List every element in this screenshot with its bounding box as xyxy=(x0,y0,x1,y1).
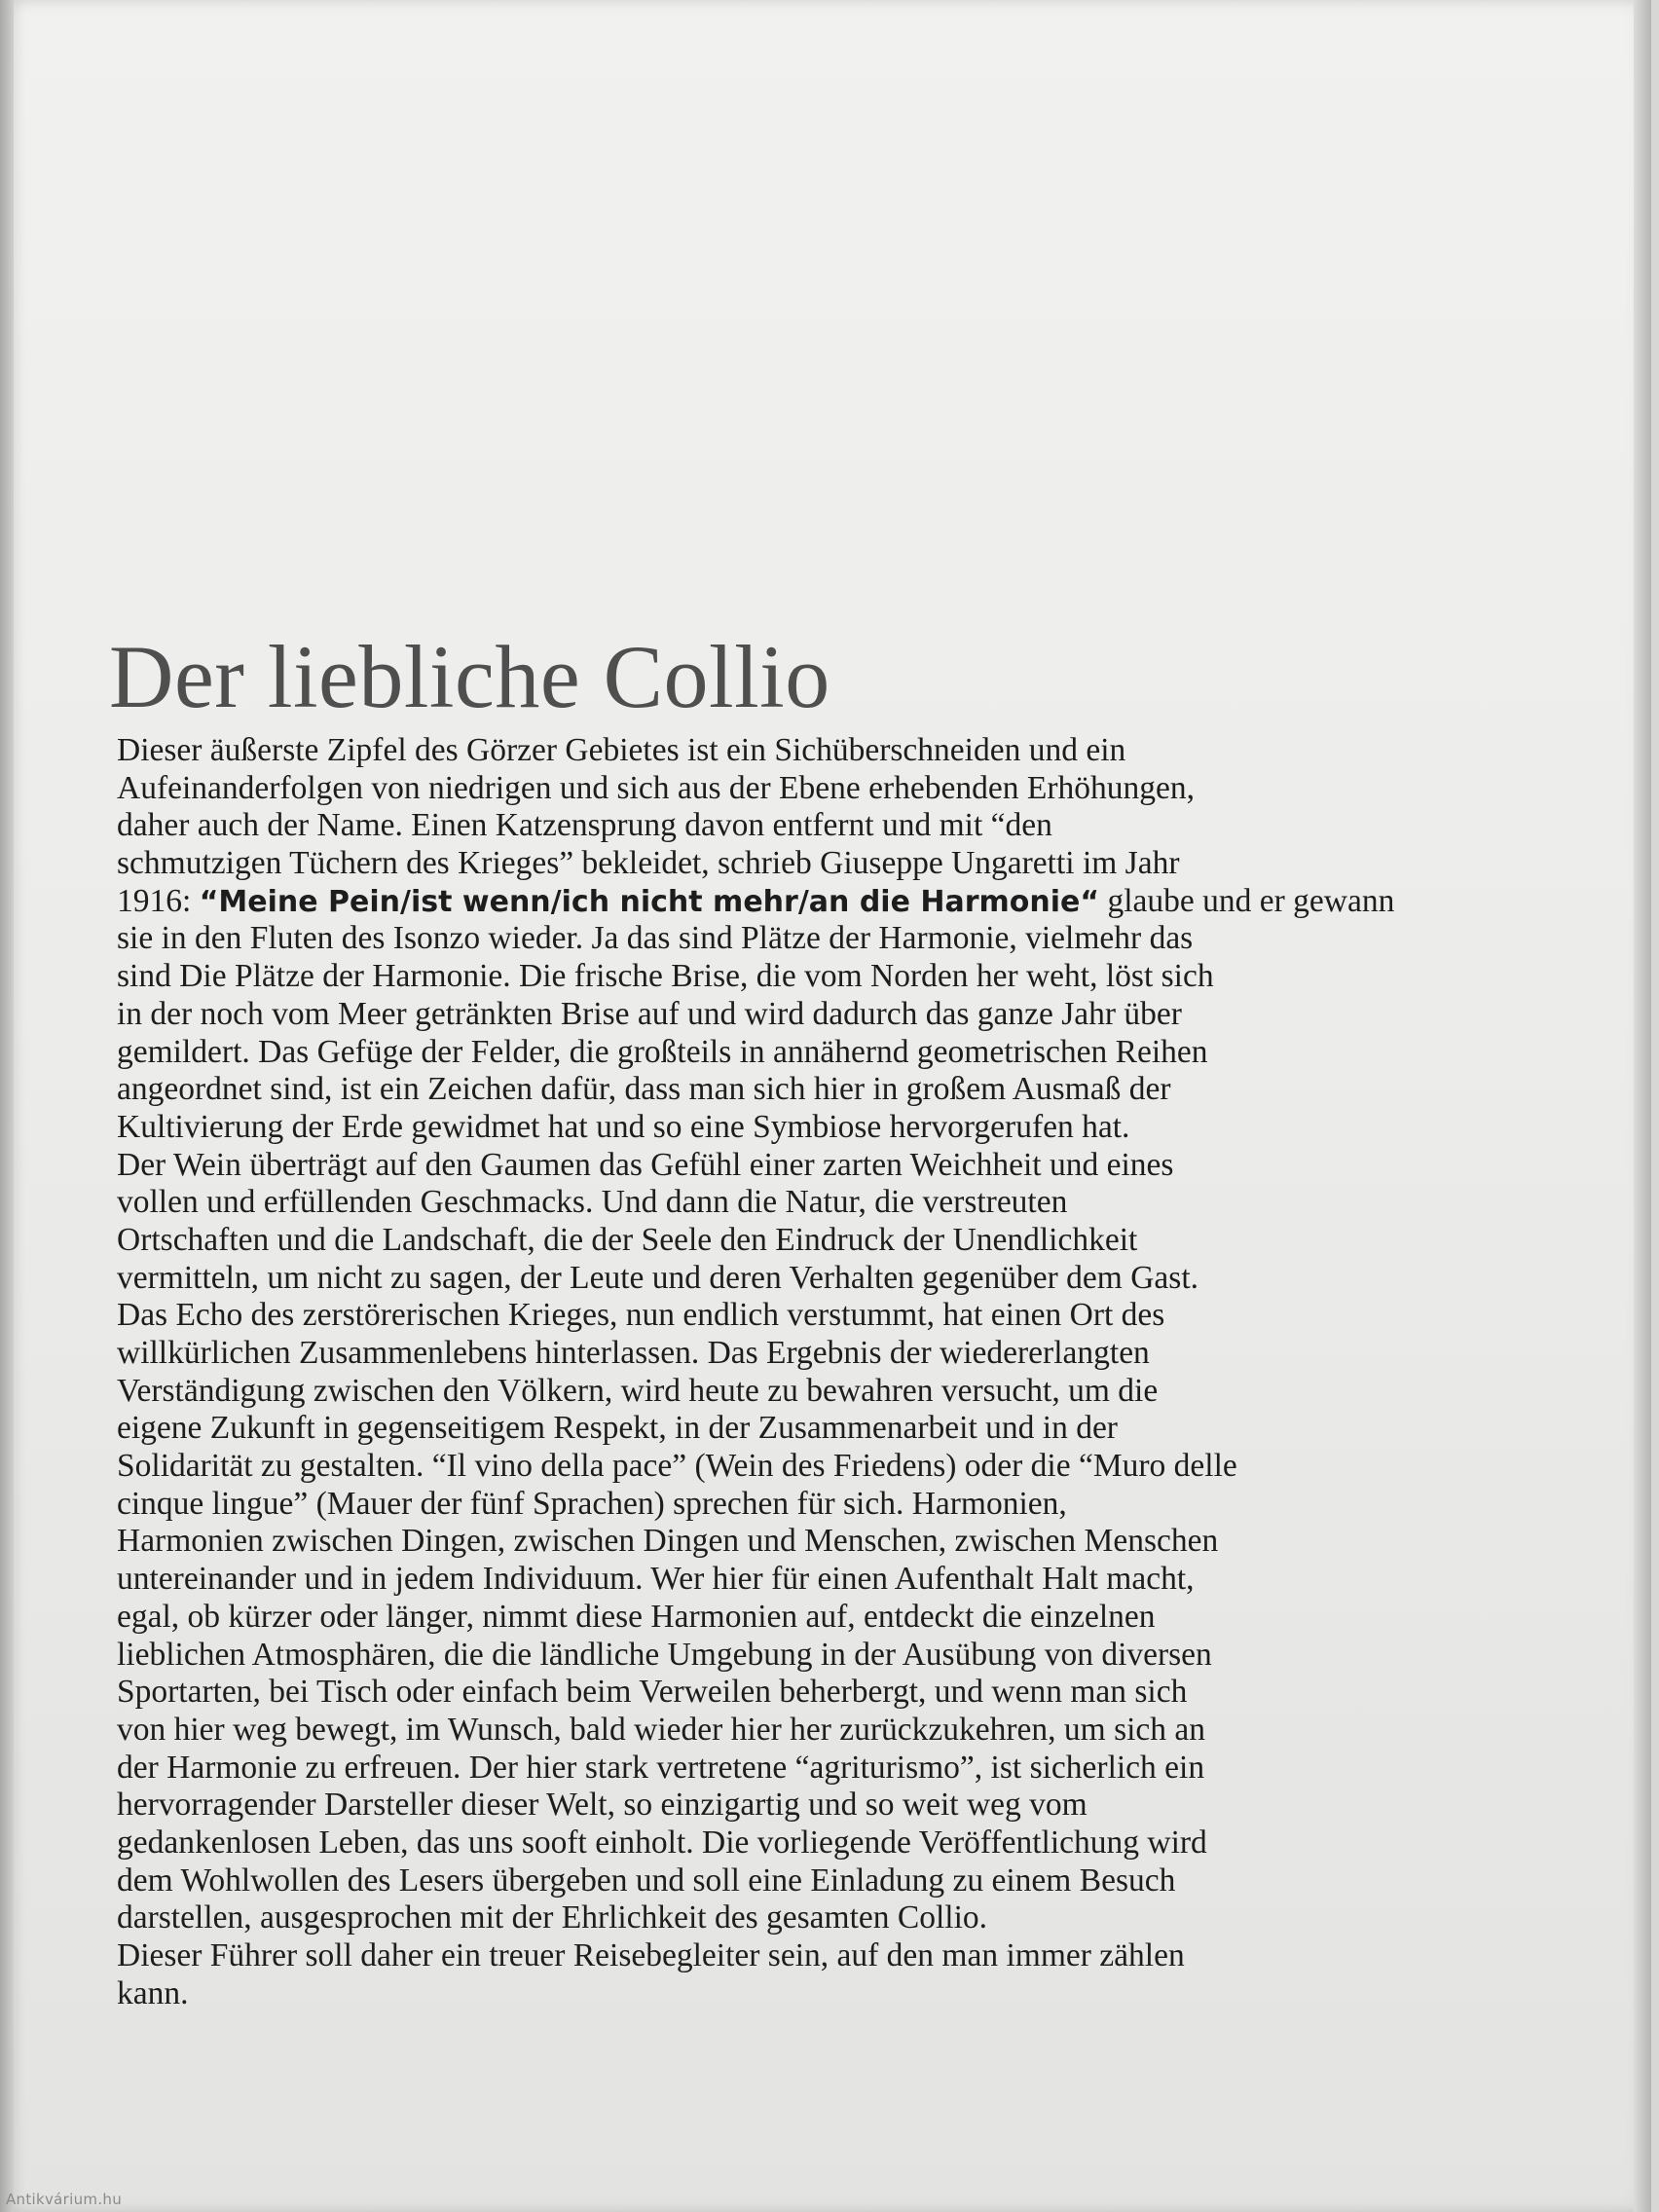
text-line: sie in den Fluten des Isonzo wieder. Ja das sind Plätze der Harmonie, vielmehr das xyxy=(117,920,1194,957)
text-line: hervorragender Darsteller dieser Welt, so einzigartig und so weit weg vom xyxy=(117,1787,1088,1824)
text-line: vollen und erfüllenden Geschmacks. Und dann die Natur, die verstreuten xyxy=(117,1184,1068,1221)
text-line: vermitteln, um nicht zu sagen, der Leute und deren Verhalten gegenüber dem Gast. xyxy=(117,1259,1199,1296)
text-line: Verständigung zwischen den Völkern, wird heute zu bewahren versucht, um die xyxy=(117,1372,1159,1409)
text-line: darstellen, ausgesprochen mit der Ehrlichkeit des gesamten Collio. xyxy=(117,1899,988,1936)
quote-suffix: glaube und er gewann xyxy=(1099,882,1395,919)
text-line: Das Echo des zerstörerischen Krieges, nun endlich verstummt, hat einen Ort des xyxy=(117,1297,1165,1334)
text-line: Der Wein überträgt auf den Gaumen das Gefühl einer zarten Weichheit und eines xyxy=(117,1146,1174,1183)
text-line: willkürlichen Zusammenlebens hinterlassen. Das Ergebnis der wiedererlangten xyxy=(117,1335,1150,1371)
text-line: angeordnet sind, ist ein Zeichen dafür, dass man sich hier in großem Ausmaß der xyxy=(117,1071,1171,1108)
text-line: lieblichen Atmosphären, die die ländliche Umgebung in der Ausübung von diversen xyxy=(117,1636,1212,1673)
text-line: der Harmonie zu erfreuen. Der hier stark vertretene “agriturismo”, ist sicherlich ein xyxy=(117,1749,1205,1786)
text-line: eigene Zukunft in gegenseitigem Respekt, in der Zusammenarbeit und in der xyxy=(117,1410,1118,1447)
page-right-edge xyxy=(1634,0,1651,2212)
text-line: cinque lingue” (Mauer der fünf Sprachen) sprechen für sich. Harmonien, xyxy=(117,1485,1067,1522)
text-line: schmutzigen Tüchern des Krieges” bekleidet, schrieb Giuseppe Ungaretti im Jahr xyxy=(117,845,1180,882)
text-line: Harmonien zwischen Dingen, zwischen Dingen und Menschen, zwischen Menschen xyxy=(117,1523,1219,1560)
text-line: Solidarität zu gestalten. “Il vino della pace” (Wein des Friedens) oder die “Muro delle xyxy=(117,1448,1237,1485)
page-title: Der liebliche Collio xyxy=(109,627,830,726)
text-line: sind Die Plätze der Harmonie. Die frische Brise, die vom Norden her weht, löst sich xyxy=(117,958,1214,995)
text-line: kann. xyxy=(117,1974,189,2011)
text-line: untereinander und in jedem Individuum. Wer hier für einen Aufenthalt Halt macht, xyxy=(117,1561,1195,1598)
body-text xyxy=(117,732,1597,2012)
text-line: Dieser Führer soll daher ein treuer Reisebegleiter sein, auf den man immer zählen xyxy=(117,1937,1185,1973)
text-line: Aufeinanderfolgen von niedrigen und sich aus der Ebene erhebenden Erhöhungen, xyxy=(117,769,1195,806)
year-prefix: 1916: xyxy=(117,882,200,919)
text-line: gedankenlosen Leben, das uns sooft einholt. Die vorliegende Veröffentlichung wird xyxy=(117,1824,1207,1861)
text-line: gemildert. Das Gefüge der Felder, die großteils in annähernd geometrischen Reihen xyxy=(117,1033,1208,1070)
text-line: Dieser äußerste Zipfel des Görzer Gebietes ist ein Sichüberschneiden und ein xyxy=(117,732,1126,768)
text-line: Ortschaften und die Landschaft, die der Seele den Eindruck der Unendlichkeit xyxy=(117,1221,1138,1258)
page-left-edge xyxy=(0,0,14,2212)
text-line: daher auch der Name. Einen Katzensprung davon entfernt und mit “den xyxy=(117,807,1052,844)
text-line: Sportarten, bei Tisch oder einfach beim Verweilen beherbergt, und wenn man sich xyxy=(117,1674,1188,1711)
text-line: egal, ob kürzer oder länger, nimmt diese Harmonien auf, entdeckt die einzelnen xyxy=(117,1598,1156,1635)
text-line: dem Wohlwollen des Lesers übergeben und soll eine Einladung zu einem Besuch xyxy=(117,1862,1176,1899)
text-line: von hier weg bewegt, im Wunsch, bald wieder hier her zurückzukehren, um sich an xyxy=(117,1711,1206,1748)
ungaretti-quote: “Meine Pein/ist wenn/ich nicht mehr/an die Harmonie“ xyxy=(199,884,1100,919)
watermark: Antikvárium.hu xyxy=(6,2191,123,2208)
text-line-with-quote xyxy=(117,883,1597,921)
text-line: in der noch vom Meer getränkten Brise auf und wird dadurch das ganze Jahr über xyxy=(117,995,1182,1032)
text-line: Kultivierung der Erde gewidmet hat und so eine Symbiose hervorgerufen hat. xyxy=(117,1108,1130,1145)
